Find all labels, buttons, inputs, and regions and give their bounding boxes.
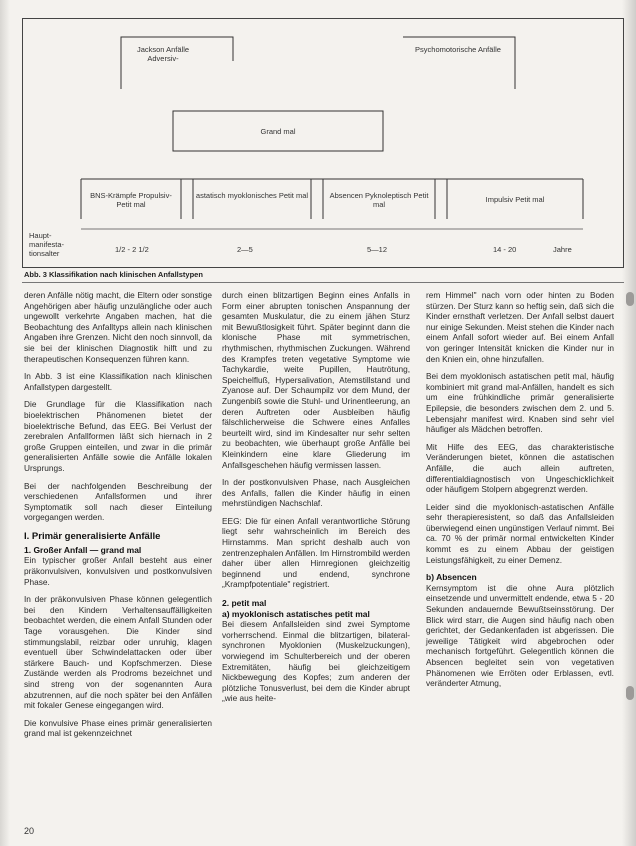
- box-myoklonisch: astatisch myoklonisches Petit mal: [195, 191, 309, 200]
- paragraph: Ein typischer großer Anfall besteht aus einer präkonvulsiven, konvulsiven und postkonvulsiven Phase.: [24, 555, 212, 587]
- classification-figure: [22, 18, 624, 268]
- box-absencen: Absencen Pyknoleptisch Petit mal: [329, 191, 429, 209]
- age-range-1: 1/2 - 2 1/2: [115, 245, 149, 254]
- age-unit: Jahre: [553, 245, 572, 254]
- box-grand-mal: Grand mal: [260, 127, 296, 136]
- binding-hole-top: [626, 292, 634, 306]
- age-range-2: 2—5: [237, 245, 253, 254]
- paragraph: Bei der nachfolgenden Beschreibung der verschiedenen Anfallsformen und ihrer Symptomatik soll nach dieser Einteilung vorgegangen werden.: [24, 480, 212, 523]
- paragraph: In Abb. 3 ist eine Klassifikation nach klinischen Anfallstypen dargestellt.: [24, 371, 212, 392]
- paragraph: Die Grundlage für die Klassifikation nach bioelektrischen Phänomenen bietet der bioelektrische Befund, das EEG. Bei Verlust der zerebralen Anfallformen läßt sich hiernach in 2 große Gruppen einteilen, und zwar in die primär generalisierten Anfälle sowie die Anfälle lokalen Ursprungs.: [24, 399, 212, 473]
- page-number: 20: [24, 826, 35, 836]
- paragraph: Kernsymptom ist die ohne Aura plötzlich einsetzende und unvermittelt endende, etwa 5 - 20 Sekunden andauernde Bewußtseinsstörung. Der Blick wird starr, die Augen sind häufig nach oben gerichtet, der Gedankenfaden ist abgerissen. Die jeweilige Tätigkeit wird abgebrochen oder mechanisch fortgeführt. Gelegentlich können die Absencen begleitet sein von vegetativen Phänomenen wie Erröten oder Erblassen, evtl. veränderter Atmung,: [426, 582, 614, 689]
- paragraph: Bei diesem Anfallsleiden sind zwei Symptome vorherrschend. Einmal die blitzartigen, bilateral-synchronen Myoklonien (Muskelzuckungen), vorwiegend im Schulterbereich und der oberen Extremitäten, häufig bei gleichzeitigem Nickbewegung des Kopfes; zum anderen der plötzliche Tonusverlust, bei dem die Kinder abrupt „wie aus heite-: [222, 619, 410, 704]
- timeline-label: Haupt-manifesta-tionsalter: [29, 231, 65, 258]
- caption-divider: [22, 282, 624, 283]
- paragraph: Die konvulsive Phase eines primär generalisierten grand mal ist gekennzeichnet: [24, 717, 212, 739]
- paragraph: EEG: Die für einen Anfall verantwortliche Störung liegt sehr wahrscheinlich im Bereich des Hirnstamms. Man spricht deshalb auch von zentrenzephalen Anfällen. Im Hirnstrombild werden daher über allen Hirnregionen gleichzeitig beginnend und endend, synchrone „Krampfpotentiale" registriert.: [222, 515, 410, 590]
- page-shadow-left: [0, 0, 10, 846]
- subsection-heading: 2. petit mal: [222, 598, 267, 609]
- text-column-left: [24, 290, 212, 746]
- subsection-heading: a) myoklonisch astatisches petit mal: [222, 608, 370, 619]
- paragraph: durch einen blitzartigen Beginn eines Anfalls in Form einer abrupten tonischen Anspannung der gesamten Muskulatur, die zu einem jähen Sturz mit Bewußtlosigkeit führt. Später beginnt dann die klonische Phase mit symmetrischen, rhythmischen, rhythmischen Zuckungen. Während des Krampfes treten vegetative Symptome wie Tachykardie, weite Pupillen, Hautrötung, Speichelfluß, Hypersalivation, Atemstillstand und Zyanose auf. Der Schaumpilz vor dem Mund, der Zungenbiß sowie die Stuhl- und Urinentleerung, an deren Auftreten oder Ausbleiben häufig fälschlicherweise die Schwere eines Anfalles beurteilt wird, sind im Kindesalter nur sehr selten zu beobachten, wie überhaupt große Anfälle bei Kleinkindern eine klare Gliederung im Anfallsgeschehen häufig vermissen lassen.: [222, 290, 410, 470]
- box-psychomotor: Psychomotorische Anfälle: [415, 45, 501, 54]
- subsection-heading: 1. Großer Anfall — grand mal: [24, 544, 142, 555]
- paragraph: Mit Hilfe des EEG, das charakteristische Veränderungen bietet, können die astatischen Anfälle, die auch allein auftreten, differentialdiagnostisch von Ungeschicklichkeit oder häufigem Stolpern abgegrenzt werden.: [426, 441, 614, 495]
- box-jackson: Jackson Anfälle Adversiv-: [136, 45, 190, 63]
- text-column-middle: [222, 290, 410, 711]
- box-bns: BNS-Krämpfe Propulsiv-Petit mal: [90, 191, 172, 209]
- figure-lines: [23, 19, 623, 267]
- paragraph: deren Anfälle nötig macht, die Eltern oder sonstige Angehörigen aber häufig unzulängliche oder auch ungewollt verkehrte Angaben machen, hat die Beobachtung des Anfalltyps allein nach klinischen Angaben ihre Grenzen. Nicht den noch sinnvoll, da sie bei der klinischen Diagnostik hilft und zu therapeutischen Konsequenzen führen kann.: [24, 290, 212, 364]
- paragraph: In der präkonvulsiven Phase können gelegentlich bei den Kindern Verhaltensauffälligkeiten beobachtet werden, die einem Anfall Stunden oder Tage vorausgehen. Die Kinder sind stimmungslabil, reizbar oder unruhig, klagen eventuell über Schwindelattacken oder über stärkere Bauch- und Kopfschmerzen. Diese Zustände werden als Prodroms bezeichnet und sind streng von der sogenannten Aura abzutrennen, auf die noch später bei den Anfällen mit fokaler Genese eingegangen wird.: [24, 594, 212, 711]
- age-range-3: 5—12: [367, 245, 388, 254]
- paragraph: Bei dem myoklonisch astatischen petit mal, häufig kombiniert mit grand mal-Anfällen, handelt es sich um eine frühkindliche primär generalisierte Epilepsie, die besonders zwischen dem 2. und 5. Lebensjahr manifest wird. Knaben sind sehr viel häufiger als Mädchen betroffen.: [426, 371, 614, 435]
- age-range-4: 14 - 20: [493, 245, 517, 254]
- box-impulsiv: Impulsiv Petit mal: [485, 195, 545, 204]
- paragraph: In der postkonvulsiven Phase, nach Ausgleichen des Anfalls, fallen die Kinder häufig in einen mehrstündigen Nachschlaf.: [222, 477, 410, 509]
- paragraph: rem Himmel" nach vorn oder hinten zu Boden stürzen. Der Sturz kann so heftig sein, daß sich die Kinder ernsthaft verletzen. Der Anfall selbst dauert nur einige Sekunden. Meist stehen die Kinder nach einem Anfall sofort wieder auf. Bei einem Anfall von geringer Intensität knicken die Kinder nur in den Knien ein, ohne hinzufallen.: [426, 290, 614, 364]
- section-heading: I. Primär generalisierte Anfälle: [24, 530, 161, 542]
- paragraph: Leider sind die myoklonisch-astatischen Anfälle sehr therapieresistent, so daß das Anfallsleiden überwiegend einen ungünstigen Verlauf nimmt. Bei ca. 70 % der primär normal entwickelten Kinder kommt es zu einem Abbau der geistigen Leistungsfähigkeit, zu einer Demenz.: [426, 501, 614, 565]
- text-column-right: [426, 290, 614, 696]
- page-shadow-right: [622, 0, 636, 846]
- subsection-heading: b) Absencen: [426, 572, 477, 583]
- binding-hole-bottom: [626, 686, 634, 700]
- figure-caption: Abb. 3 Klassifikation nach klinischen Anfallstypen: [24, 270, 203, 279]
